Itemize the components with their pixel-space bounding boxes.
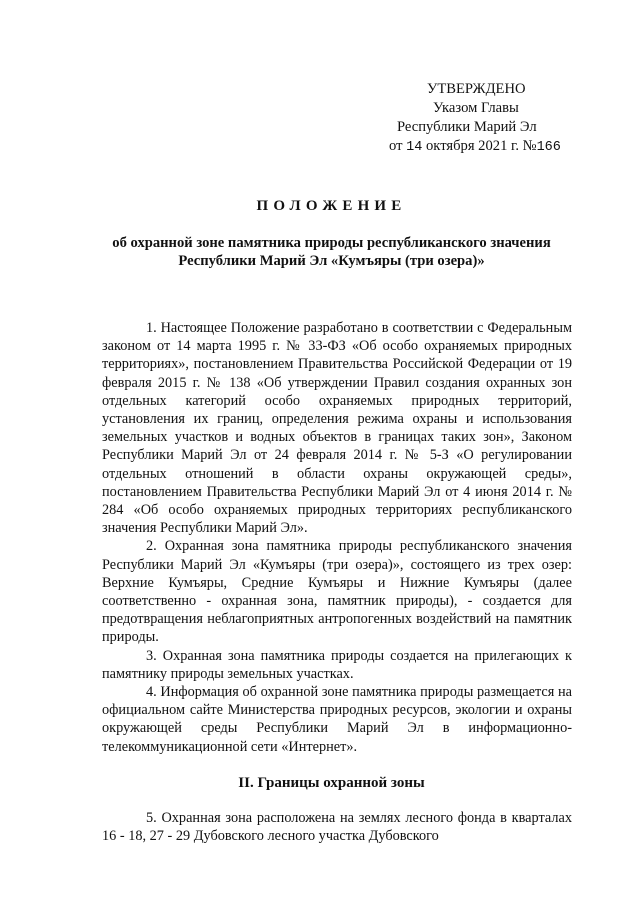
section-2-body xyxy=(102,809,572,845)
approval-date-prefix: от xyxy=(389,138,403,154)
paragraph-2: 2. Охранная зона памятника природы республиканского значения Республики Марий Эл «Кумъяры (три озера)», состоящего из трех озер: Верхние Кумъяры, Средние Кумъяры и Нижние Кумъяры (далее соответственно - охранная зона, памятник природы), - создается для предотвращения неблагоприятных антропогенных воздействий на памятник природы. xyxy=(102,538,572,646)
approval-date-line xyxy=(389,137,589,157)
subject-line-2: Республики Марий Эл «Кумъяры (три озера)» xyxy=(178,253,485,269)
section-2-title: II. Границы охранной зоны xyxy=(238,775,425,791)
paragraph-4: 4. Информация об охранной зоне памятника природы размещается на официальном сайте Министерства природных ресурсов, экологии и охраны окружающей среды Республики Марий Эл в информационно-телекоммуникационной сети «Интернет». xyxy=(102,684,572,755)
paragraph-3: 3. Охранная зона памятника природы создается на прилегающих к памятнику природы земельных участках. xyxy=(102,647,572,682)
paragraph-5: 5. Охранная зона расположена на землях лесного фонда в кварталах 16 - 18, 27 - 29 Дубовского лесного участка Дубовского xyxy=(102,810,572,845)
approval-decree: Указом Главы xyxy=(433,100,519,116)
document-subject xyxy=(0,234,639,270)
approval-date-rest: октября 2021 г. № xyxy=(426,138,537,154)
approval-heading: УТВЕРЖДЕНО xyxy=(427,81,526,97)
approval-stamp xyxy=(389,80,589,157)
subject-line-1: об охранной зоне памятника природы республиканского значения xyxy=(112,235,551,251)
approval-number: 166 xyxy=(536,140,561,155)
approval-date-day: 14 xyxy=(406,140,423,155)
approval-authority: Республики Марий Эл xyxy=(397,119,537,135)
section-1-body xyxy=(102,319,572,756)
document-title: ПОЛОЖЕНИЕ xyxy=(256,198,407,214)
paragraph-1: 1. Настоящее Положение разработано в соответствии с Федеральным законом от 14 марта 1995 г. № 33-ФЗ «Об особо охраняемых природных территориях», постановлением Правительства Российской Федерации от 19 февраля 2015 г. № 138 «Об утверждении Правил создания охранных зон отдельных категорий особо охраняемых природных территорий, установления их границ, определения режима охраны и использования земельных участков и водных объектов в границах таких зон», Законом Республики Марий Эл от 24 февраля 2014 г. № 5-З «О регулировании отдельных отношений в области охраны окружающей среды», постановлением Правительства Республики Марий Эл от 4 июня 2014 г. № 284 «Об особо охраняемых природных территориях республиканского значения Республики Марий Эл». xyxy=(102,320,572,537)
